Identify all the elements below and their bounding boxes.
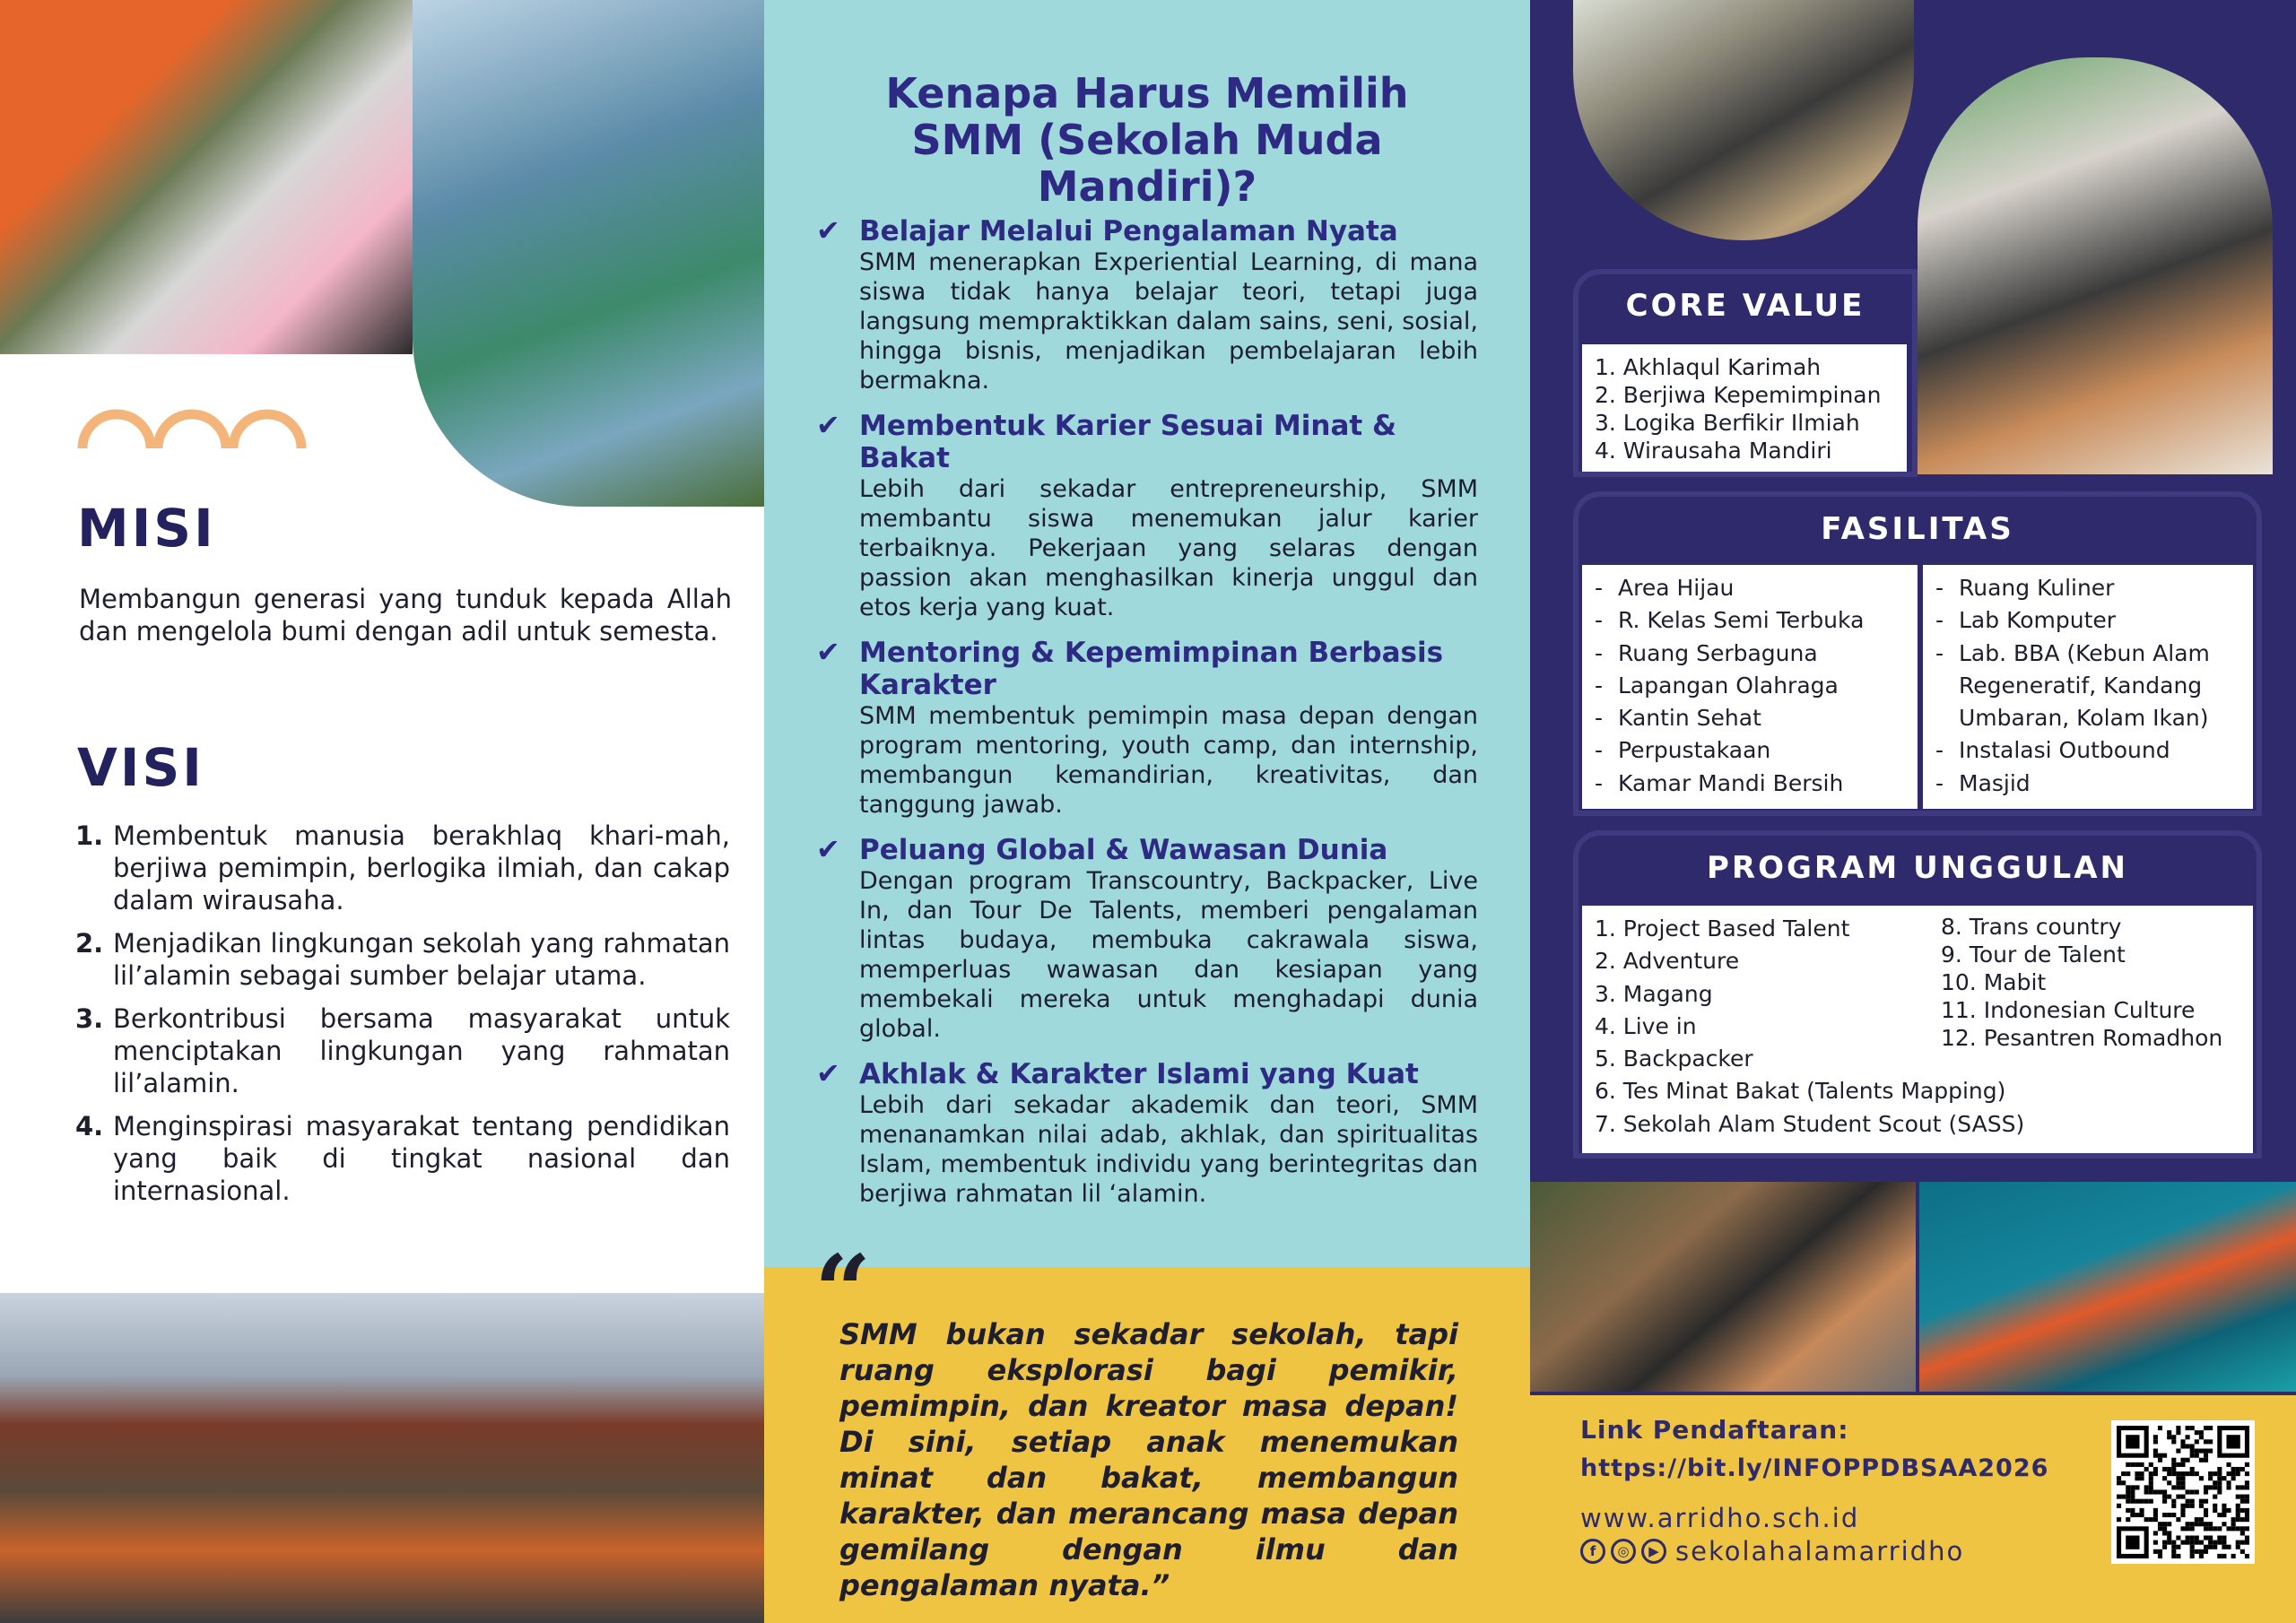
fasilitas-item-text: Instalasi Outbound	[1959, 737, 2170, 764]
reason-item	[814, 215, 1478, 395]
instagram-icon[interactable]: ◎	[1611, 1539, 1636, 1564]
fasilitas-item-text: Ruang Serbaguna	[1618, 639, 1818, 666]
reason-item	[814, 834, 1478, 1044]
visi-item-text: Menginspirasi masyarakat tentang pendidikan yang baik di tingkat nasional dan internasional.	[113, 1111, 730, 1206]
fasilitas-heading: FASILITAS	[1582, 508, 2253, 551]
core-value-item: 1. Akhlaqul Karimah	[1595, 354, 1822, 380]
visi-item	[75, 1110, 730, 1207]
quote-mark-icon: “	[814, 1233, 872, 1349]
reason-body: Lebih dari sekadar akademik dan teori, SMM menanamkan nilai adab, akhlak, dan spiritualitas Islam, membentuk individu yang berintegritas dan berjiwa rahmatan lil ‘alamin.	[859, 1091, 1478, 1208]
left-panel	[0, 0, 764, 1623]
youtube-icon[interactable]: ▶	[1641, 1539, 1666, 1564]
right-panel	[1530, 0, 2296, 1623]
program-item: 12. Pesantren Romadhon	[1941, 1025, 2223, 1051]
fasilitas-item: - Lab. BBA (Kebun Alam	[1935, 639, 2210, 666]
program-item: 1. Project Based Talent	[1595, 916, 1850, 942]
visi-item-text: Membentuk manusia berakhlaq khari-mah, berjiwa pemimpin, berlogika ilmiah, dan cakap dalam wirausaha.	[113, 820, 730, 916]
fasilitas-item: - Ruang Serbaguna	[1595, 639, 1818, 666]
check-icon: ✔	[816, 1056, 840, 1090]
fasilitas-item-text: Regeneratif, Kandang	[1959, 672, 2203, 699]
reason-body: SMM membentuk pemimpin masa depan dengan program mentoring, youth camp, dan internship, membangun kemandirian, kreativitas, dan tanggung jawab.	[859, 702, 1478, 819]
visi-item	[75, 820, 730, 916]
fasilitas-item-text: Masjid	[1959, 769, 2031, 796]
lab-activity-photo	[1918, 57, 2273, 474]
middle-panel	[764, 0, 1530, 1623]
fasilitas-item: - Lapangan Olahraga	[1595, 672, 1839, 699]
website-link[interactable]: www.arridho.sch.id	[1580, 1503, 1860, 1533]
reason-item	[814, 410, 1478, 622]
social-row	[1580, 1535, 1964, 1567]
fasilitas-item-text: Perpustakaan	[1618, 737, 1771, 764]
classroom-photo	[0, 0, 413, 354]
program-item: 4. Live in	[1595, 1012, 1697, 1039]
fasilitas-item-text: Kamar Mandi Bersih	[1618, 769, 1844, 796]
program-list-right	[1941, 913, 2222, 1052]
program-item: 2. Adventure	[1595, 948, 1740, 975]
title-line-2: SMM (Sekolah Muda Mandiri)?	[911, 116, 1383, 211]
fasilitas-item: - Masjid	[1935, 769, 2031, 796]
core-value-item: 4. Wirausaha Mandiri	[1595, 438, 1832, 464]
core-value-list	[1582, 344, 1907, 472]
program-item: 7. Sekolah Alam Student Scout (SASS)	[1595, 1110, 2025, 1137]
check-icon: ✔	[816, 635, 840, 669]
program-list	[1582, 906, 2253, 1153]
reason-item	[814, 1058, 1478, 1209]
reason-title: Belajar Melalui Pengalaman Nyata	[859, 215, 1398, 247]
program-item: 8. Trans country	[1941, 914, 2122, 940]
social-handle[interactable]: sekolahalamarridho	[1675, 1536, 1965, 1567]
title-line-1: Kenapa Harus Memilih	[885, 69, 1409, 117]
program-item: 9. Tour de Talent	[1941, 942, 2126, 968]
core-value-item: 2. Berjiwa Kepemimpinan	[1595, 382, 1882, 408]
fasilitas-item-text: Lab Komputer	[1959, 607, 2117, 634]
fasilitas-item-text: Kantin Sehat	[1618, 705, 1761, 732]
fasilitas-item-text: Lapangan Olahraga	[1618, 672, 1839, 699]
reason-title: Peluang Global & Wawasan Dunia	[859, 834, 1388, 866]
visi-heading: VISI	[77, 737, 204, 798]
program-heading: PROGRAM UNGGULAN	[1582, 846, 2253, 890]
visi-list	[75, 820, 730, 1218]
farming-activity-photo	[1530, 1182, 1916, 1392]
check-icon: ✔	[816, 832, 840, 866]
core-value-heading: CORE VALUE	[1582, 285, 1909, 326]
reason-title: Akhlak & Karakter Islami yang Kuat	[859, 1058, 1419, 1090]
program-item: 3. Magang	[1595, 980, 1713, 1007]
reason-title: Mentoring & Kepemimpinan Berbasis Karakter	[859, 637, 1444, 701]
reason-body: Lebih dari sekadar entrepreneurship, SMM membantu siswa menemukan jalur karier terbaiknya. Pekerjaan yang selaras dengan passion akan menghasilkan kinerja unggul dan etos kerja yang kuat.	[859, 475, 1478, 621]
reason-body: Dengan program Transcountry, Backpacker, Live In, dan Tour De Talents, memberi pengalaman lintas budaya, membuka cakrawala siswa, memperluas wawasan dan kesiapan yang membekali mereka untuk menghadapi dunia global.	[859, 867, 1478, 1043]
check-icon: ✔	[816, 408, 840, 442]
program-item: 5. Backpacker	[1595, 1046, 1753, 1072]
snorkeling-photo	[1919, 1182, 2296, 1392]
visi-item-text: Berkontribusi bersama masyarakat untuk menciptakan lingkungan yang rahmatan lil’alamin.	[113, 1003, 730, 1098]
fasilitas-item: - Lab Komputer	[1935, 607, 2117, 634]
fasilitas-item-continued	[1935, 702, 2240, 734]
fasilitas-item: - Perpustakaan	[1595, 737, 1771, 764]
qr-code	[2111, 1420, 2255, 1564]
quote-text: SMM bukan sekadar sekolah, tapi ruang eksplorasi bagi pemikir, pemimpin, dan kreator masa depan! Di sini, setiap anak menemukan minat dan bakat, membangun karakter, dan merancang masa depan gemilang dengan ilmu dan pengalaman nyata.”	[839, 1317, 1458, 1602]
visi-item	[75, 1002, 730, 1099]
hiking-group-photo	[0, 1293, 764, 1623]
visi-item	[75, 927, 730, 992]
visi-item-number: 2.	[75, 928, 104, 959]
visi-item-number: 4.	[75, 1111, 104, 1141]
reason-title: Membentuk Karier Sesuai Minat & Bakat	[859, 410, 1397, 474]
registration-link[interactable]: https://bit.ly/INFOPPDBSAA2026	[1580, 1454, 2049, 1482]
program-item: 11. Indonesian Culture	[1941, 997, 2196, 1023]
program-item: 6. Tes Minat Bakat (Talents Mapping)	[1595, 1078, 2006, 1105]
visi-item-text: Menjadikan lingkungan sekolah yang rahmatan lil’alamin sebagai sumber belajar utama.	[113, 928, 730, 991]
visi-item-number: 1.	[75, 820, 104, 851]
core-value-item: 3. Logika Berfikir Ilmiah	[1595, 410, 1860, 436]
misi-heading: MISI	[77, 498, 216, 559]
fasilitas-item-text: Lab. BBA (Kebun Alam	[1959, 639, 2210, 666]
fasilitas-item: - R. Kelas Semi Terbuka	[1595, 607, 1865, 634]
decorative-arcs	[77, 405, 307, 450]
fasilitas-item-text: Ruang Kuliner	[1959, 575, 2115, 601]
fasilitas-list-left	[1582, 565, 1918, 809]
qr-code-graphic	[2117, 1426, 2249, 1558]
reason-body: SMM menerapkan Experiential Learning, di mana siswa tidak hanya belajar teori, tetapi juga langsung mempraktikkan dalam sains, seni, sosial, hingga bisnis, menjadikan pembelajaran lebih bermakna.	[859, 248, 1478, 395]
why-choose-title	[800, 70, 1494, 210]
program-item: 10. Mabit	[1941, 969, 2047, 995]
outdoor-activity-photo	[1573, 0, 1914, 240]
facebook-icon[interactable]: f	[1580, 1539, 1605, 1564]
misi-text: Membangun generasi yang tunduk kepada Allah dan mengelola bumi dengan adil untuk semesta.	[79, 584, 732, 647]
fasilitas-item-text: Umbaran, Kolam Ikan)	[1959, 705, 2209, 732]
fasilitas-item-text: R. Kelas Semi Terbuka	[1618, 607, 1865, 634]
fasilitas-item-continued	[1935, 670, 2240, 702]
reasons-list	[814, 215, 1478, 1223]
fasilitas-item: - Instalasi Outbound	[1935, 737, 2170, 764]
fasilitas-item: - Area Hijau	[1595, 575, 1735, 601]
fasilitas-item: - Kantin Sehat	[1595, 705, 1761, 732]
fasilitas-item: - Kamar Mandi Bersih	[1595, 769, 1844, 796]
climbing-wall-photo	[413, 0, 764, 507]
fasilitas-item-text: Area Hijau	[1618, 575, 1735, 601]
reason-item	[814, 637, 1478, 820]
visi-item-number: 3.	[75, 1003, 104, 1034]
fasilitas-item: - Ruang Kuliner	[1935, 575, 2115, 601]
fasilitas-list-right	[1923, 565, 2253, 809]
check-icon: ✔	[816, 213, 840, 247]
registration-label: Link Pendaftaran:	[1580, 1415, 1849, 1445]
